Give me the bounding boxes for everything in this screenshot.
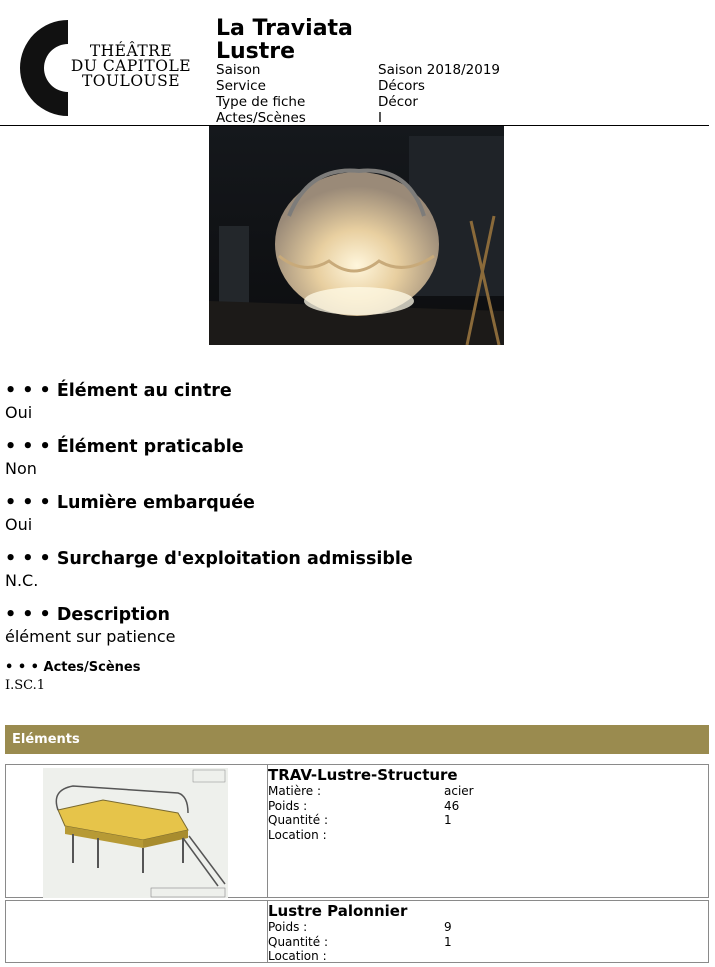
meta-label: Service	[216, 78, 266, 94]
meta-value: Saison 2018/2019	[378, 62, 500, 78]
meta-row-saison	[216, 62, 696, 78]
field-value: Oui	[5, 515, 33, 534]
prop-value: acier	[444, 784, 474, 798]
meta-value: Décors	[378, 78, 425, 94]
element-prop	[268, 784, 698, 799]
field-value: élément sur patience	[5, 627, 176, 646]
prop-label: Poids :	[268, 920, 308, 934]
element-image-cell	[6, 901, 268, 962]
prop-value: 1	[444, 934, 452, 949]
field-title: • • • Lumière embarquée	[5, 493, 255, 513]
field-value: I.SC.1	[5, 678, 46, 693]
prop-value: 9	[444, 920, 452, 934]
meta-label: Actes/Scènes	[216, 110, 306, 126]
field-description	[5, 604, 705, 647]
meta-row-type	[216, 94, 696, 110]
structure-drawing	[43, 768, 228, 898]
field-title: • • • Description	[5, 605, 171, 625]
decor-photo	[209, 126, 504, 345]
meta-label: Type de fiche	[216, 94, 306, 110]
field-value: N.C.	[5, 571, 39, 590]
element-row	[5, 900, 709, 963]
element-prop	[268, 828, 698, 843]
element-name: TRAV-Lustre-Structure	[268, 766, 458, 784]
element-name: Lustre Palonnier	[268, 902, 408, 920]
page-header	[0, 0, 709, 126]
field-element-praticable	[5, 436, 705, 479]
prop-label: Matière :	[268, 784, 322, 798]
logo-c-icon	[12, 18, 74, 118]
field-actes-scenes	[5, 660, 705, 696]
field-title: • • • Surcharge d'exploitation admissible	[5, 549, 413, 569]
field-value: Non	[5, 459, 37, 478]
field-title: • • • Élément praticable	[5, 437, 244, 457]
logo-text	[66, 44, 196, 89]
element-prop	[268, 813, 698, 828]
logo-line: THÉÂTRE	[89, 42, 173, 60]
prop-label: Location :	[268, 949, 327, 963]
logo-line: TOULOUSE	[81, 72, 181, 90]
theatre-logo	[8, 18, 208, 123]
meta-value: I	[378, 110, 382, 126]
prop-value: 46	[444, 798, 460, 813]
element-row	[5, 764, 709, 898]
element-info	[268, 766, 698, 842]
meta-value: Décor	[378, 94, 418, 110]
field-lumiere-embarquee	[5, 492, 705, 535]
field-title: • • • Actes/Scènes	[5, 660, 141, 675]
field-value: Oui	[5, 403, 33, 422]
prop-value: 1	[444, 813, 452, 827]
header-meta	[216, 62, 696, 126]
element-prop	[268, 799, 698, 814]
sheet-title	[216, 17, 353, 63]
field-title: • • • Élément au cintre	[5, 381, 232, 401]
prop-label: Location :	[268, 827, 327, 842]
field-list	[5, 380, 705, 709]
logo-line: DU CAPITOLE	[70, 57, 192, 75]
prop-label: Quantité :	[268, 813, 328, 827]
meta-row-service	[216, 78, 696, 94]
element-prop	[268, 920, 698, 935]
title-line-2: Lustre	[216, 39, 296, 64]
prop-label: Quantité :	[268, 934, 328, 949]
element-image-cell	[6, 765, 268, 897]
title-line-1: La Traviata	[216, 16, 353, 41]
element-info	[268, 902, 698, 964]
element-prop	[268, 949, 698, 964]
meta-label: Saison	[216, 62, 261, 78]
element-prop	[268, 935, 698, 950]
prop-label: Poids :	[268, 798, 308, 813]
field-element-au-cintre	[5, 380, 705, 423]
elements-band: Eléments	[5, 725, 709, 754]
field-surcharge	[5, 548, 705, 591]
meta-row-actes	[216, 110, 696, 126]
